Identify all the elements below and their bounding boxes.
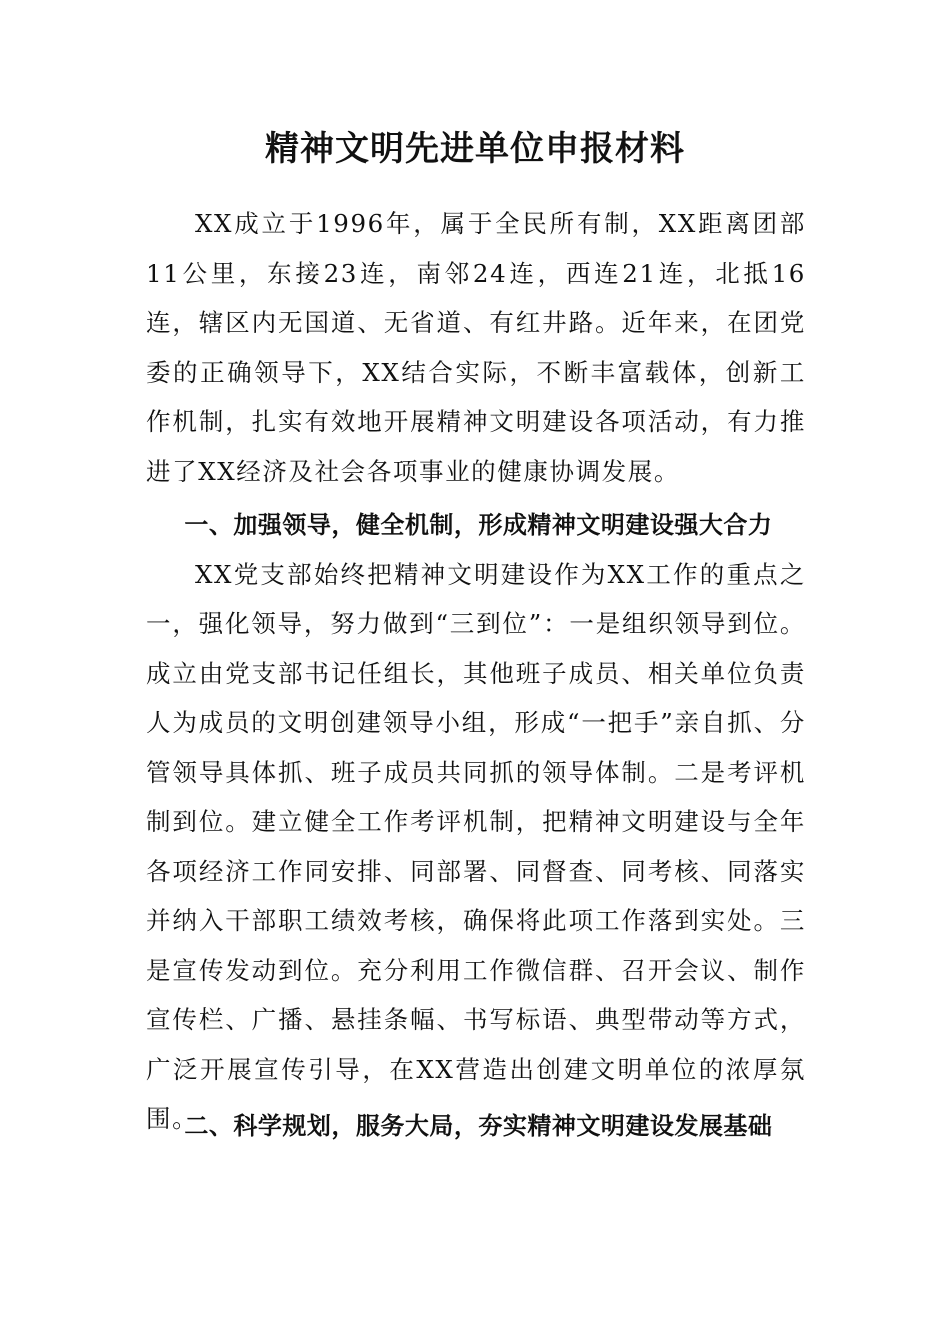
intro-section	[146, 199, 806, 496]
intro-paragraph: XX成立于1996年，属于全民所有制，XX距离团部11公里，东接23连，南邻24连，西连21连，北抵16连，辖区内无国道、无省道、有红井路。近年来，在团党委的正确领导下，XX结合实际，不断丰富载体，创新工作机制，扎实有效地开展精神文明建设各项活动，有力推进了XX经济及社会各项事业的健康协调发展。	[146, 209, 806, 486]
section-two	[146, 1101, 806, 1151]
section-heading-two: 二、科学规划，服务大局，夯实精神文明建设发展基础	[184, 1111, 773, 1140]
section-heading-one: 一、加强领导，健全机制，形成精神文明建设强大合力	[184, 510, 773, 539]
document-title: 精神文明先进单位申报材料	[265, 129, 685, 169]
section-one	[146, 500, 806, 1144]
section-one-paragraph: XX党支部始终把精神文明建设作为XX工作的重点之一，强化领导，努力做到“三到位”：一是组织领导到位。成立由党支部书记任组长，其他班子成员、相关单位负责人为成员的文明创建领导小组，形成“一把手”亲自抓、分管领导具体抓、班子成员共同抓的领导体制。二是考评机制到位。建立健全工作考评机制，把精神文明建设与全年各项经济工作同安排、同部署、同督查、同考核、同落实并纳入干部职工绩效考核，确保将此项工作落到实处。三是宣传发动到位。充分利用工作微信群、召开会议、制作宣传栏、广播、悬挂条幅、书写标语、典型带动等方式，广泛开展宣传引导，在XX营造出创建文明单位的浓厚氛围。	[146, 559, 806, 1133]
